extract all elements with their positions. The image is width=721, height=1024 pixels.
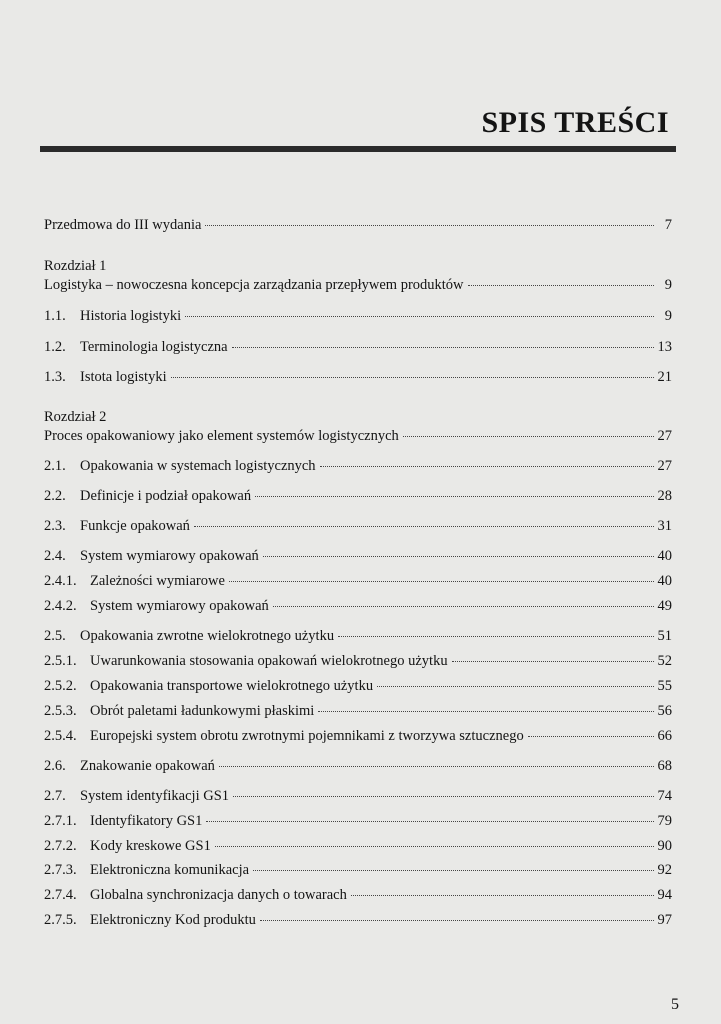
leader-dots [260,919,654,921]
leader-dots [215,845,654,847]
toc-entry-title: Znakowanie opakowań [80,758,215,774]
toc-entry-title: System identyfikacji GS1 [80,788,230,804]
toc-entry-number: 2.7.1. [44,813,77,829]
toc-entry-number: 2.2. [44,488,66,504]
toc-entry-page: 56 [657,703,672,719]
page-number: 5 [671,996,679,1013]
toc-entry [44,787,672,805]
leader-dots [229,580,654,582]
chapter-label: Rozdział 2 [44,409,107,425]
toc-entry [44,338,672,356]
leader-dots [338,635,653,637]
toc-entry-page: 40 [657,548,672,564]
toc-entry-page: 90 [657,838,672,854]
leader-dots [351,894,654,896]
toc-entry-page: 74 [657,788,672,804]
toc-entry-title: Historia logistyki [80,308,182,324]
leader-dots [255,495,653,497]
toc-entry-title: Logistyka – nowoczesna koncepcja zarządzania przepływem produktów [44,277,464,293]
toc-entry [44,812,672,830]
leader-dots [253,869,653,871]
toc-entry-title: Definicje i podział opakowań [80,488,252,504]
leader-dots [171,376,654,378]
toc-entry [44,911,672,929]
toc-entry [44,702,672,720]
toc-entry-title: System wymiarowy opakowań [80,548,259,564]
toc-entry-number: 2.4.2. [44,598,77,614]
toc-entry [44,368,672,386]
leader-dots [219,765,654,767]
toc-entry-page: 13 [657,339,672,355]
toc-entry-title: Globalna synchronizacja danych o towarach [90,887,347,903]
leader-dots [318,710,653,712]
leader-dots [468,284,654,286]
toc-entry-page: 79 [657,813,672,829]
toc-entry-title: Proces opakowaniowy jako element systemów logistycznych [44,428,399,444]
toc-entry-number: 2.5.2. [44,678,77,694]
toc-entry-page: 97 [657,912,672,928]
toc-entry-title: Przedmowa do III wydania [44,217,202,233]
toc-entry-number: 2.7.3. [44,862,77,878]
toc-entry [44,427,672,445]
toc-entry [44,547,672,565]
toc-entry [44,487,672,505]
toc-entry-title: System wymiarowy opakowań [90,598,269,614]
toc-entry-page: 31 [657,518,672,534]
toc-entry [44,457,672,475]
toc-entry [44,627,672,645]
toc-entry-title: Terminologia logistyczna [80,339,228,355]
leader-dots [403,435,654,437]
toc-entry [44,757,672,775]
leader-dots [185,315,654,317]
toc-entry-page: 28 [657,488,672,504]
toc-entry-page: 27 [657,458,672,474]
toc-entry-title: Kody kreskowe GS1 [90,838,211,854]
toc-entry-page: 40 [657,573,672,589]
toc-entry-number: 1.3. [44,369,66,385]
toc-entry [44,652,672,670]
toc-entry-title: Opakowania w systemach logistycznych [80,458,316,474]
toc-entry-title: Europejski system obrotu zwrotnymi pojemnikami z tworzywa sztucznego [90,728,524,744]
leader-dots [528,735,654,737]
toc-entry-number: 2.3. [44,518,66,534]
leader-dots [273,605,654,607]
toc-entry-title: Elektroniczna komunikacja [90,862,250,878]
toc-entry-page: 94 [657,887,672,903]
toc-entry-number: 2.5.1. [44,653,77,669]
toc-entry [44,276,672,294]
page-title: SPIS TREŚCI [481,106,669,139]
toc-entry [44,861,672,879]
toc-entry-number: 2.1. [44,458,66,474]
leader-dots [205,224,654,226]
toc-entry-page: 9 [664,308,672,324]
leader-dots [232,346,654,348]
toc-entry-page: 27 [657,428,672,444]
toc-entry [44,307,672,325]
toc-entry [44,886,672,904]
toc-entry [44,677,672,695]
toc-entry-title: Obrót paletami ładunkowymi płaskimi [90,703,315,719]
toc-entry-number: 1.2. [44,339,66,355]
toc-entry [44,727,672,745]
leader-dots [320,465,654,467]
toc-entry-title: Zależności wymiarowe [90,573,225,589]
toc-entry-number: 2.5. [44,628,66,644]
leader-dots [206,820,653,822]
toc-entry-title: Uwarunkowania stosowania opakowań wielokrotnego użytku [90,653,448,669]
toc-entry-number: 2.7.2. [44,838,77,854]
leader-dots [194,525,654,527]
toc-entry-page: 92 [657,862,672,878]
toc-entry-title: Opakowania zwrotne wielokrotnego użytku [80,628,335,644]
toc-entry-number: 2.4.1. [44,573,77,589]
toc-entry-page: 9 [664,277,672,293]
toc-entry-page: 68 [657,758,672,774]
toc-entry-title: Funkcje opakowań [80,518,190,534]
title-rule [40,146,676,152]
toc-entry-number: 2.7. [44,788,66,804]
toc-entry-page: 66 [657,728,672,744]
toc-entry [44,597,672,615]
toc-entry-number: 2.5.4. [44,728,77,744]
toc-entry-page: 21 [657,369,672,385]
leader-dots [452,660,654,662]
toc-entry-page: 51 [657,628,672,644]
toc-entry-number: 2.6. [44,758,66,774]
toc-entry-title: Elektroniczny Kod produktu [90,912,256,928]
toc-entry-page: 52 [657,653,672,669]
toc-entry [44,572,672,590]
leader-dots [233,795,653,797]
chapter-label: Rozdział 1 [44,258,107,274]
toc-entry-title: Opakowania transportowe wielokrotnego użytku [90,678,374,694]
toc-entry-page: 7 [664,217,672,233]
toc-entry [44,517,672,535]
toc-entry-number: 2.4. [44,548,66,564]
toc-entry-page: 49 [657,598,672,614]
toc-entry [44,837,672,855]
leader-dots [263,555,654,557]
toc-entry-number: 1.1. [44,308,66,324]
toc-entry-number: 2.7.4. [44,887,77,903]
toc-entry-title: Istota logistyki [80,369,167,385]
leader-dots [377,685,653,687]
toc-entry-title: Identyfikatory GS1 [90,813,203,829]
toc-entry-number: 2.5.3. [44,703,77,719]
toc-entry-page: 55 [657,678,672,694]
toc-entry [44,216,672,234]
toc-entry-number: 2.7.5. [44,912,77,928]
